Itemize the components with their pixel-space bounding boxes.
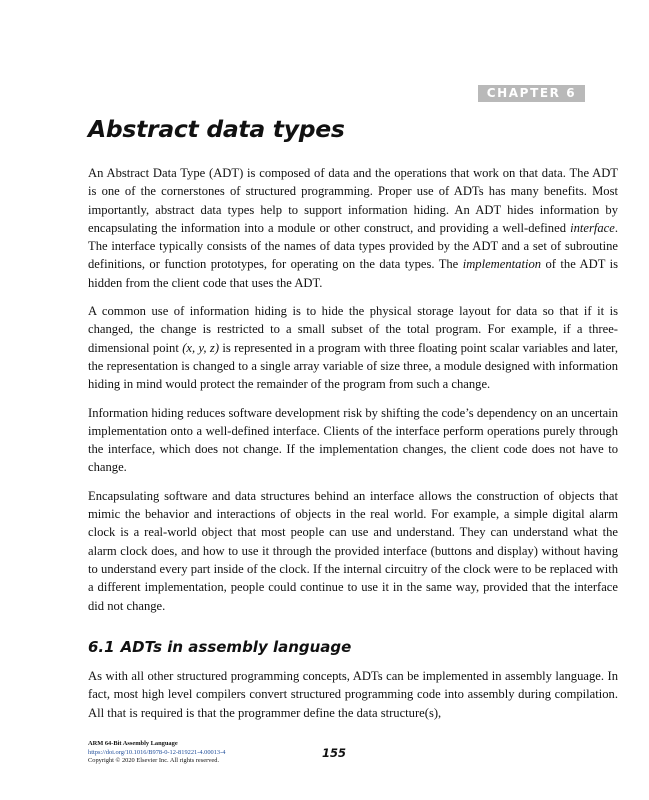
math-point: (x, y, z) xyxy=(182,340,220,355)
section-number: 6.1 xyxy=(88,638,115,656)
footer-book-title: ARM 64-Bit Assembly Language xyxy=(88,740,178,747)
paragraph-encapsulation: Encapsulating software and data structures behind an interface allows the construction of objects that mimic the behavior and interactions of objects in the real world. For example, a simple digital alarm clock is a real-world object that most people can use and understand. They can understand what the alarm clock does, and how to use it through the provided interface (buttons and display) without having to understand every part inside of the clock. If the internal circuitry of the clock were to be replaced with a different implementation, people could continue to use it in the same way, provided that the interface did not change. xyxy=(88,488,618,613)
chapter-title: Abstract data types xyxy=(88,115,345,143)
footer-copyright: Copyright © 2020 Elsevier Inc. All rights reserved. xyxy=(88,757,220,765)
chapter-body xyxy=(88,164,618,615)
paragraph-text: . The interface typically consists of the names of data types provided by the ADT and a set of subroutine definitions, or function prototypes, for operating on the data types. The xyxy=(88,220,618,272)
paragraph-information-hiding xyxy=(88,302,618,393)
section-heading xyxy=(88,635,351,659)
paragraph-risk-reduction: Information hiding reduces software development risk by shifting the code’s dependency on an uncertain implementation onto a well-defined interface. Clients of the interface perform operations purely through the interface, which does not change. If the implementation changes, the client code does not have to change. xyxy=(88,405,618,475)
emphasis-interface: interface xyxy=(570,220,615,235)
paragraph-text: A common use of information hiding is to hide the physical storage layout for data so that if it is changed, the change is restricted to a small subset of the total program. For example, if a three-dimensional point xyxy=(88,304,618,355)
paragraph-adts-assembly: As with all other structured programming concepts, ADTs can be implemented in assembly language. In fact, most high level compilers convert structured programming code into assembly during compilation. All that is required is that the programmer define the data structure(s), xyxy=(88,669,618,720)
footer-citation xyxy=(88,740,225,766)
paragraph-adt-definition xyxy=(88,164,618,292)
paragraph-text: is represented in a program with three floating point scalar variables and later, the representation is changed to a single array variable of size three, a module designed with information hiding in mind would protect the remainder of the program from such a change. xyxy=(88,340,618,392)
paragraph-text: An Abstract Data Type (ADT) is composed of data and the operations that work on that data. The ADT is one of the cornerstones of structured programming. Proper use of ADTs has many benefits. Most importantly, abstract data types help to support information hiding. An ADT hides information by encapsulating the information into a module or other construct, and providing a well-defined xyxy=(88,166,618,235)
chapter-label: CHAPTER 6 xyxy=(478,85,585,102)
paragraph-text: of the ADT is hidden from the client code that uses the ADT. xyxy=(88,257,618,290)
page-number: 155 xyxy=(322,746,347,760)
footer-doi-link[interactable]: https://doi.org/10.1016/B978-0-12-819221-4.00013-4 xyxy=(88,748,226,756)
emphasis-implementation: implementation xyxy=(462,257,542,272)
section-body xyxy=(88,667,618,722)
section-title: ADTs in assembly language xyxy=(120,638,352,656)
